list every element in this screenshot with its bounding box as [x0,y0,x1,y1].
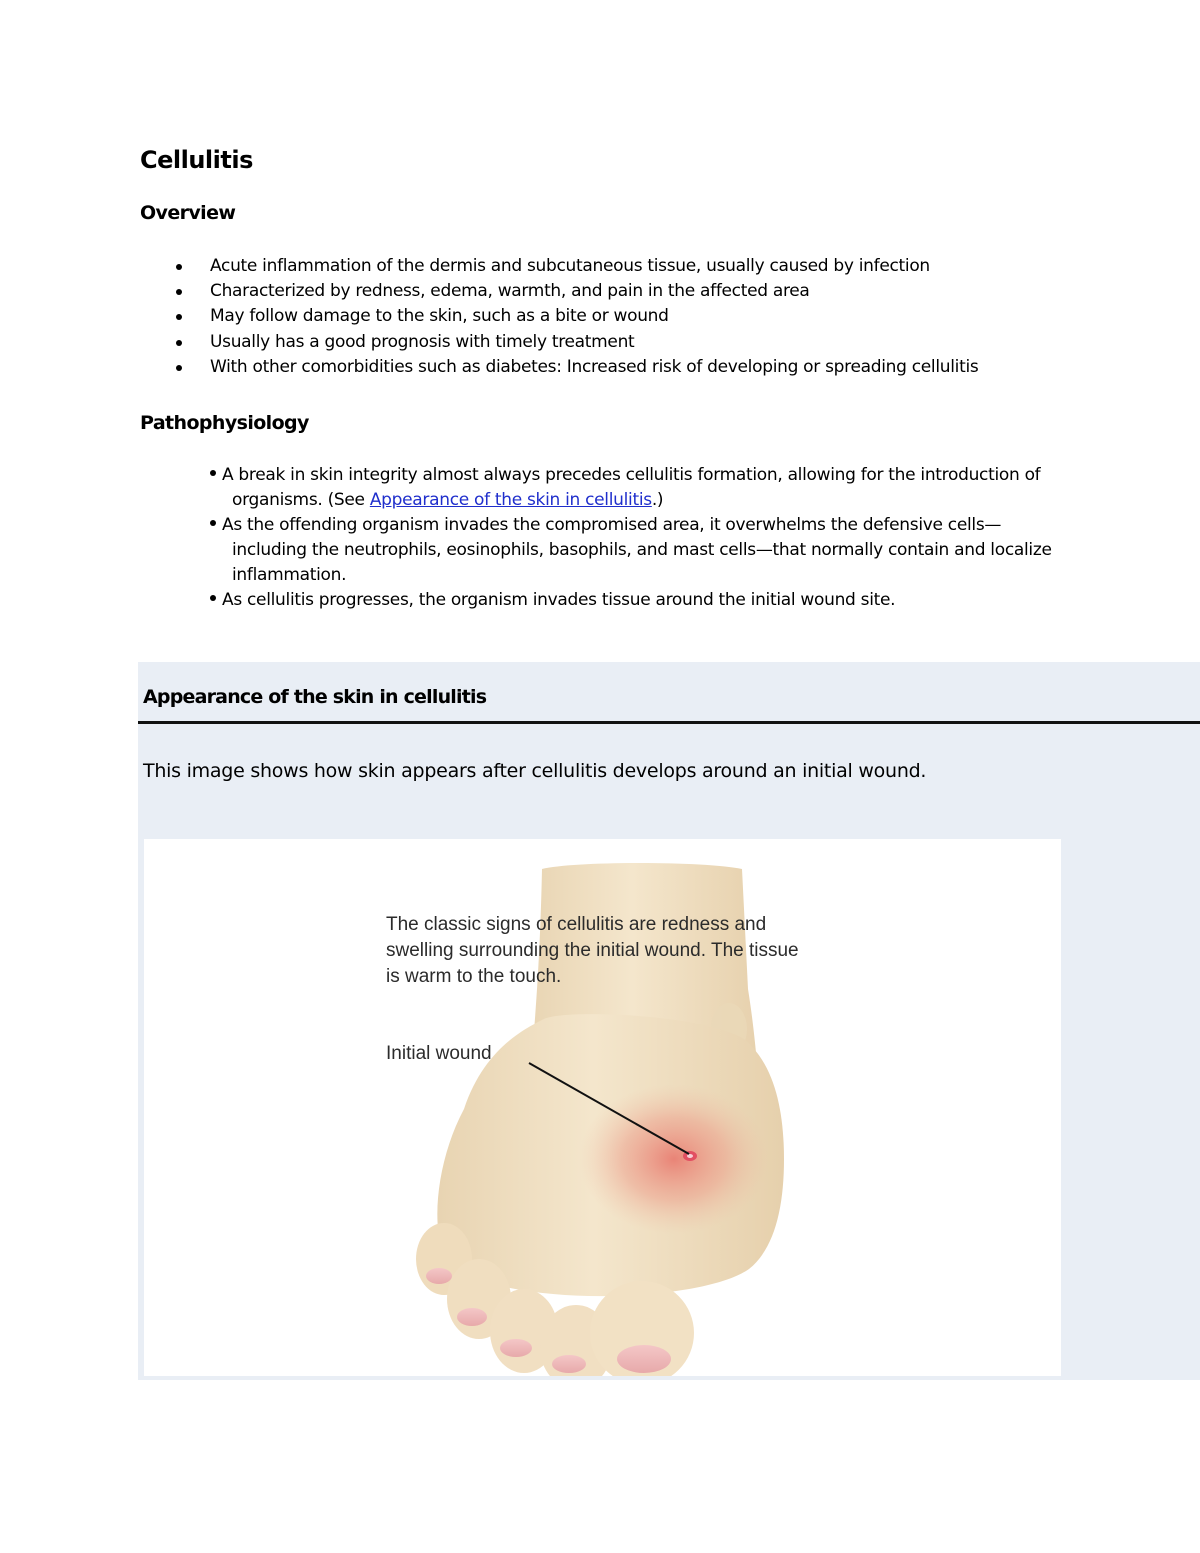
pathophysiology-heading: Pathophysiology [140,412,309,434]
list-item [168,355,978,380]
bullet-icon [176,264,182,270]
toenail-icon [500,1339,532,1357]
list-item-text: May follow damage to the skin, such as a bite or wound [210,306,669,327]
list-item-text: As the offending organism invades the compromised area, it overwhelms the defensive cells—including the neutrophils, eosinophils, basophils, and mast cells—that normally contain and localize inflammation. [222,515,1052,585]
list-item-text: Usually has a good prognosis with timely treatment [210,331,635,352]
appearance-link[interactable]: Appearance of the skin in cellulitis [369,490,652,510]
list-item [168,254,978,279]
toenail-icon [617,1345,671,1373]
document-title: Cellulitis [140,146,253,174]
list-item [198,463,1068,513]
overview-list [168,254,978,380]
overview-heading: Overview [140,202,236,224]
list-item-text: .) [651,490,664,510]
list-item-text: As cellulitis progresses, the organism invades tissue around the initial wound site. [222,590,896,610]
wound-label: Initial wound [386,1043,492,1064]
list-item-text: Characterized by redness, edema, warmth, and pain in the affected area [210,281,810,302]
toenail-icon [552,1355,586,1373]
toenail-icon [457,1308,487,1326]
bullet-icon [210,520,216,526]
panel-divider [138,721,1200,724]
bullet-icon [210,470,216,476]
list-item [168,330,978,355]
list-item [168,304,978,329]
bullet-icon [176,289,182,295]
list-item [198,588,1068,613]
bullet-icon [176,365,182,371]
pathophysiology-list [198,463,1068,613]
bullet-icon [176,314,182,320]
bullet-icon [176,340,182,346]
bullet-icon [210,595,216,601]
list-item-text: A break in skin integrity almost always precedes cellulitis formation, allowing for the introduction of organisms. (See [222,465,1041,510]
list-item [198,513,1068,588]
figure-caption: This image shows how skin appears after cellulitis develops around an initial wound. [143,760,927,782]
figure-panel [138,662,1200,1380]
cellulitis-illustration [144,839,1061,1376]
illustration-text: The classic signs of cellulitis are redness and swelling surrounding the initial wound. The tissue is warm to the touch. [386,914,799,987]
list-item-text: With other comorbidities such as diabetes: Increased risk of developing or spreading cellulitis [210,356,979,377]
toenail-icon [426,1268,452,1284]
list-item-text: Acute inflammation of the dermis and subcutaneous tissue, usually caused by infection [210,256,930,276]
list-item [168,279,978,304]
figure-panel-title: Appearance of the skin in cellulitis [143,686,487,708]
